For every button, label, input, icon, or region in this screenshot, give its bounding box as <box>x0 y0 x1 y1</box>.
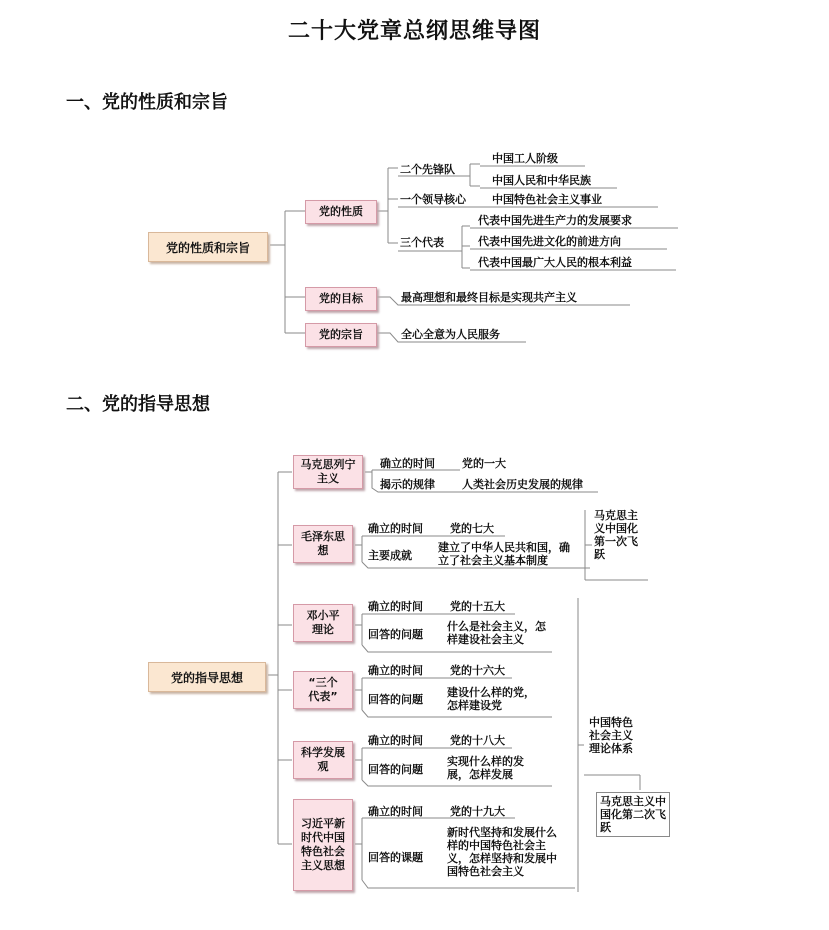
node-purpose: 党的宗旨 <box>305 323 377 347</box>
theory-system-label: 中国特色社会主义理论体系 <box>589 716 633 755</box>
node-marxism-leninism: 马克思列宁主义 <box>293 455 363 489</box>
node-nature: 党的性质 <box>305 200 377 224</box>
xi-k1: 确立的时间 <box>368 805 423 818</box>
node-deng-theory: 邓小平理论 <box>293 604 353 642</box>
marx-k1: 确立的时间 <box>380 457 435 470</box>
sci-k1: 确立的时间 <box>368 734 423 747</box>
xi-k2: 回答的课题 <box>368 851 423 864</box>
marx-v1: 党的一大 <box>462 457 506 470</box>
root-guiding-thought <box>148 662 266 692</box>
mao-v1: 党的七大 <box>450 522 494 535</box>
sci-v1: 党的十八大 <box>450 734 505 747</box>
purpose-value: 全心全意为人民服务 <box>401 328 500 341</box>
sci-v2: 实现什么样的发展，怎样发展 <box>447 755 524 781</box>
root-label: 党的性质和宗旨 <box>165 240 250 255</box>
first-leap: 马克思主义中国化第一次飞跃 <box>594 509 638 561</box>
sci-k2: 回答的问题 <box>368 763 423 776</box>
three-v2: 建设什么样的党，怎样建设党 <box>447 686 535 712</box>
node-scientific-outlook: 科学发展观 <box>293 741 353 779</box>
mao-k1: 确立的时间 <box>368 522 423 535</box>
section1-heading: 一、党的性质和宗旨 <box>66 92 228 113</box>
node-mao-thought: 毛泽东思想 <box>293 525 353 563</box>
root-nature-purpose <box>148 232 268 262</box>
node-xi-thought: 习近平新时代中国特色社会主义思想 <box>293 799 353 891</box>
three-k1: 确立的时间 <box>368 664 423 677</box>
node-three-represents: “三个代表” <box>293 671 353 709</box>
mao-k2: 主要成就 <box>368 549 412 562</box>
represents-item-2: 代表中国先进文化的前进方向 <box>478 235 621 248</box>
mao-v2: 建立了中华人民共和国，确立了社会主义基本制度 <box>438 541 570 567</box>
marx-k2: 揭示的规律 <box>380 478 435 491</box>
section2-heading: 二、党的指导思想 <box>66 394 210 415</box>
vanguard-item-1: 中国工人阶级 <box>492 152 558 165</box>
node-goal: 党的目标 <box>305 287 377 311</box>
xi-v2: 新时代坚持和发展什么样的中国特色社会主义，怎样坚持和发展中国特色社会主义 <box>447 826 557 878</box>
xi-v1: 党的十九大 <box>450 805 505 818</box>
deng-v2: 什么是社会主义，怎样建设社会主义 <box>447 620 546 646</box>
marx-v2: 人类社会历史发展的规律 <box>462 478 583 491</box>
three-k2: 回答的问题 <box>368 693 423 706</box>
goal-value: 最高理想和最终目标是实现共产主义 <box>401 291 577 304</box>
deng-k1: 确立的时间 <box>368 600 423 613</box>
deng-k2: 回答的问题 <box>368 628 423 641</box>
page-title: 二十大党章总纲思维导图 <box>287 19 541 44</box>
second-leap-box: 马克思主义中国化第二次飞跃 <box>596 792 670 837</box>
represents-item-1: 代表中国先进生产力的发展要求 <box>478 214 632 227</box>
vanguard-item-2: 中国人民和中华民族 <box>492 174 591 187</box>
core-value: 中国特色社会主义事业 <box>492 193 602 206</box>
label-core: 一个领导核心 <box>400 193 466 206</box>
label-represents: 三个代表 <box>400 236 444 249</box>
deng-v1: 党的十五大 <box>450 600 505 613</box>
root-label: 党的指导思想 <box>170 670 243 685</box>
represents-item-3: 代表中国最广大人民的根本利益 <box>478 256 632 269</box>
label-vanguard: 二个先锋队 <box>400 163 455 176</box>
three-v1: 党的十六大 <box>450 664 505 677</box>
